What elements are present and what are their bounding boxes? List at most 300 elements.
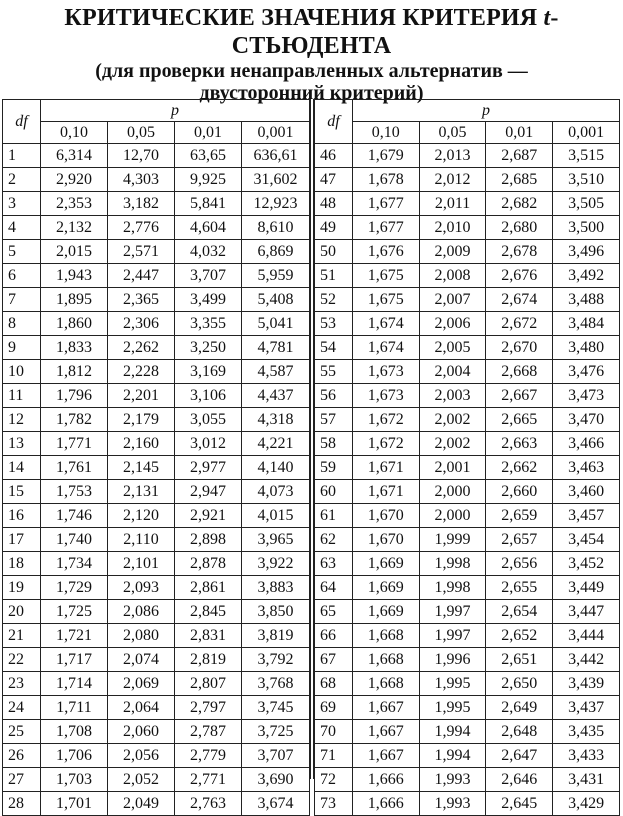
subtitle-line-2: двусторонний критерий) xyxy=(199,82,424,104)
table-row xyxy=(315,240,620,264)
value-cell: 2,878 xyxy=(175,552,242,576)
page-title xyxy=(0,4,623,104)
df-cell: 10 xyxy=(3,360,41,384)
value-cell: 4,032 xyxy=(175,240,242,264)
header-col-010: 0,10 xyxy=(352,122,419,144)
value-cell: 4,318 xyxy=(242,408,310,432)
value-cell: 2,086 xyxy=(108,600,175,624)
value-cell: 2,011 xyxy=(419,192,486,216)
value-cell: 3,055 xyxy=(175,408,242,432)
table-row xyxy=(315,624,620,648)
df-cell: 67 xyxy=(315,648,353,672)
table-row xyxy=(3,216,310,240)
value-cell: 4,781 xyxy=(242,336,310,360)
value-cell: 1,943 xyxy=(41,264,108,288)
table-row xyxy=(3,528,310,552)
df-cell: 65 xyxy=(315,600,353,624)
value-cell: 1,672 xyxy=(352,408,419,432)
value-cell: 2,074 xyxy=(108,648,175,672)
df-cell: 5 xyxy=(3,240,41,264)
header-col-001: 0,01 xyxy=(486,122,553,144)
value-cell: 2,009 xyxy=(419,240,486,264)
df-cell: 53 xyxy=(315,312,353,336)
value-cell: 3,496 xyxy=(553,240,620,264)
value-cell: 2,646 xyxy=(486,768,553,792)
value-cell: 3,444 xyxy=(553,624,620,648)
table-row xyxy=(315,312,620,336)
value-cell: 2,685 xyxy=(486,168,553,192)
header-p: p xyxy=(352,100,619,122)
table-row xyxy=(3,240,310,264)
value-cell: 1,993 xyxy=(419,792,486,816)
value-cell: 12,923 xyxy=(242,192,310,216)
value-cell: 2,007 xyxy=(419,288,486,312)
value-cell: 3,476 xyxy=(553,360,620,384)
value-cell: 3,768 xyxy=(242,672,310,696)
table-right-half xyxy=(314,99,620,816)
df-cell: 58 xyxy=(315,432,353,456)
header-col-010: 0,10 xyxy=(41,122,108,144)
value-cell: 2,650 xyxy=(486,672,553,696)
table-row xyxy=(3,432,310,456)
value-cell: 2,662 xyxy=(486,456,553,480)
value-cell: 2,006 xyxy=(419,312,486,336)
table-row xyxy=(315,216,620,240)
table-row xyxy=(3,672,310,696)
value-cell: 636,61 xyxy=(242,144,310,168)
value-cell: 2,680 xyxy=(486,216,553,240)
value-cell: 1,994 xyxy=(419,744,486,768)
value-cell: 2,667 xyxy=(486,384,553,408)
table-row xyxy=(3,648,310,672)
value-cell: 2,682 xyxy=(486,192,553,216)
value-cell: 3,452 xyxy=(553,552,620,576)
df-cell: 62 xyxy=(315,528,353,552)
value-cell: 2,004 xyxy=(419,360,486,384)
value-cell: 3,466 xyxy=(553,432,620,456)
table-row xyxy=(315,768,620,792)
value-cell: 2,651 xyxy=(486,648,553,672)
header-col-001: 0,01 xyxy=(175,122,242,144)
value-cell: 1,782 xyxy=(41,408,108,432)
header-col-005: 0,05 xyxy=(108,122,175,144)
value-cell: 2,648 xyxy=(486,720,553,744)
critical-values-table xyxy=(2,99,620,812)
value-cell: 4,604 xyxy=(175,216,242,240)
value-cell: 1,995 xyxy=(419,696,486,720)
df-cell: 71 xyxy=(315,744,353,768)
value-cell: 2,000 xyxy=(419,504,486,528)
value-cell: 3,510 xyxy=(553,168,620,192)
df-cell: 68 xyxy=(315,672,353,696)
df-cell: 55 xyxy=(315,360,353,384)
df-cell: 72 xyxy=(315,768,353,792)
value-cell: 1,703 xyxy=(41,768,108,792)
df-cell: 16 xyxy=(3,504,41,528)
value-cell: 1,667 xyxy=(352,696,419,720)
value-cell: 31,602 xyxy=(242,168,310,192)
df-cell: 15 xyxy=(3,480,41,504)
value-cell: 1,746 xyxy=(41,504,108,528)
value-cell: 1,996 xyxy=(419,648,486,672)
df-cell: 61 xyxy=(315,504,353,528)
header-p: p xyxy=(41,100,310,122)
value-cell: 2,787 xyxy=(175,720,242,744)
value-cell: 2,676 xyxy=(486,264,553,288)
value-cell: 3,792 xyxy=(242,648,310,672)
header-col-0001: 0,001 xyxy=(242,122,310,144)
df-cell: 21 xyxy=(3,624,41,648)
value-cell: 2,101 xyxy=(108,552,175,576)
table-left-body xyxy=(3,144,310,816)
value-cell: 2,645 xyxy=(486,792,553,816)
value-cell: 4,221 xyxy=(242,432,310,456)
value-cell: 3,355 xyxy=(175,312,242,336)
df-cell: 70 xyxy=(315,720,353,744)
value-cell: 2,771 xyxy=(175,768,242,792)
value-cell: 2,659 xyxy=(486,504,553,528)
value-cell: 1,678 xyxy=(352,168,419,192)
table-row xyxy=(315,408,620,432)
value-cell: 2,668 xyxy=(486,360,553,384)
table-row xyxy=(315,504,620,528)
value-cell: 2,763 xyxy=(175,792,242,816)
value-cell: 2,110 xyxy=(108,528,175,552)
value-cell: 2,002 xyxy=(419,432,486,456)
value-cell: 1,999 xyxy=(419,528,486,552)
table-row xyxy=(315,360,620,384)
table-right-body xyxy=(315,144,620,816)
value-cell: 3,439 xyxy=(553,672,620,696)
value-cell: 2,797 xyxy=(175,696,242,720)
title-variable-t: t xyxy=(543,5,551,31)
value-cell: 2,003 xyxy=(419,384,486,408)
value-cell: 63,65 xyxy=(175,144,242,168)
df-cell: 57 xyxy=(315,408,353,432)
value-cell: 3,460 xyxy=(553,480,620,504)
value-cell: 2,005 xyxy=(419,336,486,360)
table-row xyxy=(315,552,620,576)
value-cell: 2,120 xyxy=(108,504,175,528)
value-cell: 2,080 xyxy=(108,624,175,648)
df-cell: 1 xyxy=(3,144,41,168)
value-cell: 1,673 xyxy=(352,384,419,408)
value-cell: 2,093 xyxy=(108,576,175,600)
table-row xyxy=(3,480,310,504)
value-cell: 1,997 xyxy=(419,600,486,624)
value-cell: 6,869 xyxy=(242,240,310,264)
table-row xyxy=(3,168,310,192)
df-cell: 47 xyxy=(315,168,353,192)
df-cell: 19 xyxy=(3,576,41,600)
value-cell: 3,449 xyxy=(553,576,620,600)
value-cell: 1,998 xyxy=(419,552,486,576)
value-cell: 2,831 xyxy=(175,624,242,648)
df-cell: 27 xyxy=(3,768,41,792)
value-cell: 1,666 xyxy=(352,792,419,816)
value-cell: 3,012 xyxy=(175,432,242,456)
table-row xyxy=(315,384,620,408)
value-cell: 2,655 xyxy=(486,576,553,600)
value-cell: 2,010 xyxy=(419,216,486,240)
table-row xyxy=(3,360,310,384)
value-cell: 3,473 xyxy=(553,384,620,408)
value-cell: 2,012 xyxy=(419,168,486,192)
value-cell: 2,652 xyxy=(486,624,553,648)
value-cell: 2,845 xyxy=(175,600,242,624)
value-cell: 2,921 xyxy=(175,504,242,528)
header-col-005: 0,05 xyxy=(419,122,486,144)
value-cell: 2,571 xyxy=(108,240,175,264)
subtitle-line-1: (для проверки ненаправленных альтернатив — xyxy=(95,60,528,82)
value-cell: 3,505 xyxy=(553,192,620,216)
table-row xyxy=(315,672,620,696)
df-cell: 23 xyxy=(3,672,41,696)
df-cell: 9 xyxy=(3,336,41,360)
value-cell: 1,994 xyxy=(419,720,486,744)
value-cell: 3,433 xyxy=(553,744,620,768)
df-cell: 12 xyxy=(3,408,41,432)
table-row xyxy=(315,456,620,480)
value-cell: 2,013 xyxy=(419,144,486,168)
value-cell: 1,671 xyxy=(352,456,419,480)
df-cell: 48 xyxy=(315,192,353,216)
value-cell: 3,250 xyxy=(175,336,242,360)
value-cell: 2,687 xyxy=(486,144,553,168)
value-cell: 1,675 xyxy=(352,288,419,312)
value-cell: 1,895 xyxy=(41,288,108,312)
value-cell: 1,669 xyxy=(352,576,419,600)
value-cell: 2,056 xyxy=(108,744,175,768)
value-cell: 1,674 xyxy=(352,312,419,336)
value-cell: 2,819 xyxy=(175,648,242,672)
value-cell: 2,052 xyxy=(108,768,175,792)
value-cell: 4,587 xyxy=(242,360,310,384)
df-cell: 13 xyxy=(3,432,41,456)
value-cell: 2,660 xyxy=(486,480,553,504)
value-cell: 3,745 xyxy=(242,696,310,720)
table-row xyxy=(3,768,310,792)
value-cell: 2,353 xyxy=(41,192,108,216)
df-cell: 2 xyxy=(3,168,41,192)
value-cell: 1,668 xyxy=(352,672,419,696)
value-cell: 2,179 xyxy=(108,408,175,432)
value-cell: 2,000 xyxy=(419,480,486,504)
df-cell: 6 xyxy=(3,264,41,288)
table-row xyxy=(3,192,310,216)
table-row xyxy=(315,720,620,744)
df-cell: 25 xyxy=(3,720,41,744)
value-cell: 2,008 xyxy=(419,264,486,288)
value-cell: 1,671 xyxy=(352,480,419,504)
value-cell: 3,850 xyxy=(242,600,310,624)
value-cell: 2,649 xyxy=(486,696,553,720)
value-cell: 1,676 xyxy=(352,240,419,264)
value-cell: 3,883 xyxy=(242,576,310,600)
df-cell: 51 xyxy=(315,264,353,288)
value-cell: 2,672 xyxy=(486,312,553,336)
title-line-1 xyxy=(0,4,623,60)
value-cell: 5,841 xyxy=(175,192,242,216)
value-cell: 2,776 xyxy=(108,216,175,240)
df-cell: 7 xyxy=(3,288,41,312)
value-cell: 3,499 xyxy=(175,288,242,312)
value-cell: 1,708 xyxy=(41,720,108,744)
value-cell: 2,656 xyxy=(486,552,553,576)
value-cell: 5,408 xyxy=(242,288,310,312)
value-cell: 1,725 xyxy=(41,600,108,624)
value-cell: 4,015 xyxy=(242,504,310,528)
value-cell: 2,131 xyxy=(108,480,175,504)
df-cell: 64 xyxy=(315,576,353,600)
value-cell: 4,437 xyxy=(242,384,310,408)
table-row xyxy=(315,792,620,816)
df-cell: 8 xyxy=(3,312,41,336)
value-cell: 1,721 xyxy=(41,624,108,648)
table-row xyxy=(3,720,310,744)
value-cell: 1,673 xyxy=(352,360,419,384)
table-row xyxy=(3,624,310,648)
value-cell: 3,429 xyxy=(553,792,620,816)
table-row xyxy=(3,576,310,600)
value-cell: 5,959 xyxy=(242,264,310,288)
value-cell: 1,761 xyxy=(41,456,108,480)
value-cell: 1,701 xyxy=(41,792,108,816)
value-cell: 3,435 xyxy=(553,720,620,744)
value-cell: 1,729 xyxy=(41,576,108,600)
value-cell: 3,922 xyxy=(242,552,310,576)
value-cell: 2,201 xyxy=(108,384,175,408)
value-cell: 1,796 xyxy=(41,384,108,408)
table-row xyxy=(315,744,620,768)
table-row xyxy=(315,168,620,192)
value-cell: 3,442 xyxy=(553,648,620,672)
value-cell: 2,447 xyxy=(108,264,175,288)
value-cell: 1,679 xyxy=(352,144,419,168)
table-row xyxy=(3,336,310,360)
header-df: df xyxy=(3,100,41,144)
table-row xyxy=(315,192,620,216)
df-cell: 26 xyxy=(3,744,41,768)
value-cell: 3,437 xyxy=(553,696,620,720)
value-cell: 4,073 xyxy=(242,480,310,504)
value-cell: 1,717 xyxy=(41,648,108,672)
df-cell: 50 xyxy=(315,240,353,264)
table-row xyxy=(3,288,310,312)
value-cell: 1,753 xyxy=(41,480,108,504)
value-cell: 4,140 xyxy=(242,456,310,480)
value-cell: 1,674 xyxy=(352,336,419,360)
value-cell: 5,041 xyxy=(242,312,310,336)
value-cell: 2,365 xyxy=(108,288,175,312)
value-cell: 1,667 xyxy=(352,720,419,744)
value-cell: 2,049 xyxy=(108,792,175,816)
value-cell: 6,314 xyxy=(41,144,108,168)
value-cell: 2,779 xyxy=(175,744,242,768)
table-row xyxy=(3,312,310,336)
value-cell: 1,677 xyxy=(352,192,419,216)
value-cell: 1,668 xyxy=(352,648,419,672)
value-cell: 1,675 xyxy=(352,264,419,288)
df-cell: 54 xyxy=(315,336,353,360)
value-cell: 2,674 xyxy=(486,288,553,312)
df-cell: 28 xyxy=(3,792,41,816)
value-cell: 3,463 xyxy=(553,456,620,480)
table-row xyxy=(3,552,310,576)
value-cell: 3,454 xyxy=(553,528,620,552)
value-cell: 2,947 xyxy=(175,480,242,504)
value-cell: 3,707 xyxy=(242,744,310,768)
value-cell: 1,669 xyxy=(352,552,419,576)
value-cell: 3,674 xyxy=(242,792,310,816)
title-text-a: КРИТИЧЕСКИЕ ЗНАЧЕНИЯ КРИТЕРИЯ xyxy=(64,5,544,31)
value-cell: 2,670 xyxy=(486,336,553,360)
value-cell: 1,670 xyxy=(352,504,419,528)
table-row xyxy=(3,792,310,816)
value-cell: 1,666 xyxy=(352,768,419,792)
value-cell: 2,678 xyxy=(486,240,553,264)
value-cell: 12,70 xyxy=(108,144,175,168)
value-cell: 2,145 xyxy=(108,456,175,480)
table-row xyxy=(3,696,310,720)
value-cell: 1,860 xyxy=(41,312,108,336)
value-cell: 2,064 xyxy=(108,696,175,720)
df-cell: 22 xyxy=(3,648,41,672)
table-row xyxy=(3,744,310,768)
value-cell: 2,228 xyxy=(108,360,175,384)
df-cell: 11 xyxy=(3,384,41,408)
value-cell: 2,647 xyxy=(486,744,553,768)
value-cell: 3,447 xyxy=(553,600,620,624)
value-cell: 1,667 xyxy=(352,744,419,768)
value-cell: 3,169 xyxy=(175,360,242,384)
value-cell: 2,654 xyxy=(486,600,553,624)
value-cell: 2,069 xyxy=(108,672,175,696)
value-cell: 3,182 xyxy=(108,192,175,216)
value-cell: 9,925 xyxy=(175,168,242,192)
value-cell: 2,920 xyxy=(41,168,108,192)
value-cell: 2,861 xyxy=(175,576,242,600)
df-cell: 73 xyxy=(315,792,353,816)
value-cell: 8,610 xyxy=(242,216,310,240)
df-cell: 60 xyxy=(315,480,353,504)
value-cell: 1,714 xyxy=(41,672,108,696)
table-row xyxy=(3,264,310,288)
value-cell: 1,706 xyxy=(41,744,108,768)
value-cell: 3,484 xyxy=(553,312,620,336)
value-cell: 2,977 xyxy=(175,456,242,480)
value-cell: 4,303 xyxy=(108,168,175,192)
table-row xyxy=(315,432,620,456)
table-left-half xyxy=(2,99,310,816)
df-cell: 24 xyxy=(3,696,41,720)
value-cell: 2,015 xyxy=(41,240,108,264)
df-cell: 66 xyxy=(315,624,353,648)
value-cell: 2,807 xyxy=(175,672,242,696)
value-cell: 3,819 xyxy=(242,624,310,648)
value-cell: 2,657 xyxy=(486,528,553,552)
value-cell: 3,480 xyxy=(553,336,620,360)
df-cell: 18 xyxy=(3,552,41,576)
header-col-0001: 0,001 xyxy=(553,122,620,144)
value-cell: 3,965 xyxy=(242,528,310,552)
value-cell: 3,707 xyxy=(175,264,242,288)
value-cell: 1,669 xyxy=(352,600,419,624)
value-cell: 1,670 xyxy=(352,528,419,552)
value-cell: 1,998 xyxy=(419,576,486,600)
value-cell: 1,995 xyxy=(419,672,486,696)
table-row xyxy=(315,600,620,624)
